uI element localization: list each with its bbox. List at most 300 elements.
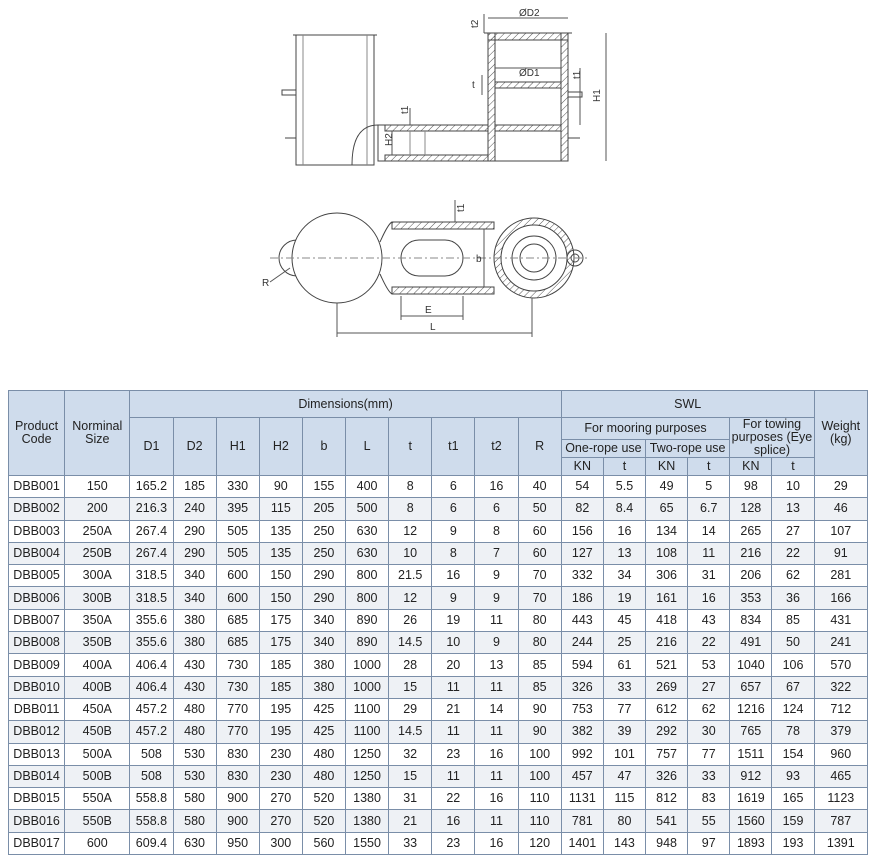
label-t1-plan: t1 (456, 203, 467, 212)
table-cell: 550B (65, 810, 130, 832)
table-cell: 60 (518, 542, 561, 564)
label-h2: H2 (384, 133, 395, 146)
table-cell: 16 (475, 476, 518, 498)
table-cell: 21 (432, 698, 475, 720)
table-cell: 67 (772, 676, 814, 698)
table-row (9, 498, 868, 520)
table-cell: 16 (475, 743, 518, 765)
table-cell: 250 (302, 520, 345, 542)
table-cell: 558.8 (130, 788, 173, 810)
table-cell: 11 (688, 542, 730, 564)
bollard-technical-drawing (0, 0, 875, 385)
table-cell: 43 (688, 609, 730, 631)
table-cell: 54 (561, 476, 603, 498)
table-cell: 430 (173, 676, 216, 698)
table-cell: 580 (173, 810, 216, 832)
table-cell: 580 (173, 788, 216, 810)
table-cell: 560 (302, 832, 345, 854)
table-cell: 9 (432, 587, 475, 609)
table-cell: 115 (603, 788, 645, 810)
table-cell: 14 (475, 698, 518, 720)
table-cell: 135 (259, 542, 302, 564)
table-cell: 505 (216, 542, 259, 564)
table-cell: 480 (302, 765, 345, 787)
table-cell: 9 (432, 520, 475, 542)
table-cell: 912 (730, 765, 772, 787)
header-product-code: Product Code (9, 391, 65, 476)
elevation-view (282, 14, 606, 165)
table-cell: 70 (518, 565, 561, 587)
table-cell: 781 (561, 810, 603, 832)
table-cell: 90 (518, 698, 561, 720)
header-dim-col: H1 (216, 418, 259, 476)
table-cell: 9 (475, 565, 518, 587)
table-cell: 25 (603, 632, 645, 654)
table-cell: DBB004 (9, 542, 65, 564)
table-cell: 406.4 (130, 676, 173, 698)
table-cell: 50 (518, 498, 561, 520)
table-cell: 800 (346, 587, 389, 609)
table-cell: 135 (259, 520, 302, 542)
table-cell: 250 (302, 542, 345, 564)
table-cell: 185 (173, 476, 216, 498)
table-cell: 7 (475, 542, 518, 564)
table-cell: 800 (346, 565, 389, 587)
bollard-spec-table (8, 390, 868, 855)
table-cell: 195 (259, 721, 302, 743)
table-cell: 332 (561, 565, 603, 587)
table-row (9, 476, 868, 498)
table-cell: 425 (302, 698, 345, 720)
table-cell: DBB003 (9, 520, 65, 542)
table-cell: 14 (688, 520, 730, 542)
table-cell: 6.7 (688, 498, 730, 520)
table-cell: 265 (730, 520, 772, 542)
table-cell: 267.4 (130, 520, 173, 542)
table-cell: 685 (216, 609, 259, 631)
table-cell: 380 (173, 632, 216, 654)
table-cell: 83 (688, 788, 730, 810)
header-dim-col: t2 (475, 418, 518, 476)
table-cell: 753 (561, 698, 603, 720)
table-cell: 22 (772, 542, 814, 564)
label-h1: H1 (592, 89, 603, 102)
table-cell: 32 (389, 743, 432, 765)
table-cell: 90 (518, 721, 561, 743)
table-cell: 36 (772, 587, 814, 609)
table-cell: 216 (730, 542, 772, 564)
table-cell: 22 (688, 632, 730, 654)
table-cell: 93 (772, 765, 814, 787)
table-cell: 340 (302, 632, 345, 654)
table-cell: 134 (646, 520, 688, 542)
table-cell: 1560 (730, 810, 772, 832)
table-cell: 10 (389, 542, 432, 564)
table-row (9, 765, 868, 787)
label-d1: ØD1 (519, 68, 540, 79)
table-cell: 1550 (346, 832, 389, 854)
table-cell: 400A (65, 654, 130, 676)
header-mooring: For mooring purposes (561, 418, 730, 440)
table-cell: 240 (173, 498, 216, 520)
table-cell: 558.8 (130, 810, 173, 832)
table-cell: 206 (730, 565, 772, 587)
header-dim-col: R (518, 418, 561, 476)
table-cell: 270 (259, 788, 302, 810)
table-row (9, 743, 868, 765)
header-unit-t: t (688, 458, 730, 476)
table-cell: 107 (814, 520, 867, 542)
table-cell: 6 (432, 476, 475, 498)
table-cell: 541 (646, 810, 688, 832)
table-cell: 100 (518, 743, 561, 765)
table-cell: 1216 (730, 698, 772, 720)
table-cell: 193 (772, 832, 814, 854)
header-swl: SWL (561, 391, 814, 418)
table-cell: 281 (814, 565, 867, 587)
table-cell: 241 (814, 632, 867, 654)
table-cell: 418 (646, 609, 688, 631)
table-cell: 11 (475, 721, 518, 743)
table-cell: 948 (646, 832, 688, 854)
table-cell: 380 (302, 676, 345, 698)
table-cell: 757 (646, 743, 688, 765)
table-cell: 1511 (730, 743, 772, 765)
table-cell: 1380 (346, 788, 389, 810)
table-cell: 175 (259, 609, 302, 631)
table-cell: 16 (603, 520, 645, 542)
table-cell: 33 (389, 832, 432, 854)
header-dim-col: t1 (432, 418, 475, 476)
table-cell: 5.5 (603, 476, 645, 498)
table-cell: 70 (518, 587, 561, 609)
table-cell: 15 (389, 676, 432, 698)
table-cell: 450A (65, 698, 130, 720)
table-cell: 330 (216, 476, 259, 498)
header-nominal-size: Norminal Size (65, 391, 130, 476)
header-dim-col: D1 (130, 418, 173, 476)
table-cell: 1000 (346, 676, 389, 698)
table-cell: 890 (346, 632, 389, 654)
table-cell: 31 (688, 565, 730, 587)
table-cell: 318.5 (130, 587, 173, 609)
table-cell: 159 (772, 810, 814, 832)
table-cell: 267.4 (130, 542, 173, 564)
table-cell: 770 (216, 698, 259, 720)
table-cell: 80 (518, 609, 561, 631)
table-cell: 340 (173, 565, 216, 587)
table-cell: 53 (688, 654, 730, 676)
table-cell: 480 (173, 721, 216, 743)
table-cell: 33 (688, 765, 730, 787)
table-cell: 33 (603, 676, 645, 698)
table-cell: 185 (259, 676, 302, 698)
table-cell: 14.5 (389, 721, 432, 743)
table-cell: DBB001 (9, 476, 65, 498)
table-cell: 62 (688, 698, 730, 720)
table-cell: 50 (772, 632, 814, 654)
table-cell: 770 (216, 721, 259, 743)
table-cell: 14.5 (389, 632, 432, 654)
table-cell: 430 (173, 654, 216, 676)
table-header (9, 391, 868, 476)
table-cell: 98 (730, 476, 772, 498)
table-cell: 1100 (346, 698, 389, 720)
label-t: t (472, 80, 475, 91)
header-dim-col: D2 (173, 418, 216, 476)
table-cell: 80 (518, 632, 561, 654)
table-cell: 29 (389, 698, 432, 720)
table-cell: 270 (259, 810, 302, 832)
table-cell: 12 (389, 520, 432, 542)
table-cell: 465 (814, 765, 867, 787)
table-cell: 19 (603, 587, 645, 609)
table-cell: 730 (216, 654, 259, 676)
table-cell: 85 (518, 676, 561, 698)
header-dimensions: Dimensions(mm) (130, 391, 561, 418)
table-cell: 21.5 (389, 565, 432, 587)
table-cell: DBB012 (9, 721, 65, 743)
table-cell: 960 (814, 743, 867, 765)
table-cell: 26 (389, 609, 432, 631)
table-cell: 154 (772, 743, 814, 765)
header-dim-col: b (302, 418, 345, 476)
table-cell: 600 (65, 832, 130, 854)
table-cell: 6 (432, 498, 475, 520)
table-cell: 165 (772, 788, 814, 810)
table-row (9, 565, 868, 587)
table-cell: 830 (216, 765, 259, 787)
table-cell: 406.4 (130, 654, 173, 676)
table-cell: 120 (518, 832, 561, 854)
table-cell: 340 (302, 609, 345, 631)
table-cell: 900 (216, 788, 259, 810)
table-cell: 8 (389, 476, 432, 498)
label-r: R (262, 278, 270, 289)
table-cell: 508 (130, 765, 173, 787)
table-cell: 200 (65, 498, 130, 520)
table-cell: 45 (603, 609, 645, 631)
table-cell: DBB002 (9, 498, 65, 520)
table-cell: 765 (730, 721, 772, 743)
table-cell: 216.3 (130, 498, 173, 520)
table-row (9, 520, 868, 542)
table-cell: 530 (173, 765, 216, 787)
table-cell: 457 (561, 765, 603, 787)
table-cell: 290 (302, 565, 345, 587)
table-cell: 457.2 (130, 721, 173, 743)
table-cell: 570 (814, 654, 867, 676)
table-cell: 82 (561, 498, 603, 520)
table-cell: 8 (432, 542, 475, 564)
table-cell: 550A (65, 788, 130, 810)
table-cell: 13 (772, 498, 814, 520)
table-cell: 500A (65, 743, 130, 765)
table-cell: DBB005 (9, 565, 65, 587)
table-cell: 269 (646, 676, 688, 698)
table-cell: 110 (518, 810, 561, 832)
table-cell: 16 (475, 832, 518, 854)
header-unit-t: t (772, 458, 814, 476)
header-dim-col: t (389, 418, 432, 476)
table-cell: 480 (302, 743, 345, 765)
table-cell: 425 (302, 721, 345, 743)
table-cell: 10 (772, 476, 814, 498)
table-cell: 62 (772, 565, 814, 587)
table-cell: DBB008 (9, 632, 65, 654)
table-cell: DBB014 (9, 765, 65, 787)
table-row (9, 676, 868, 698)
table-cell: 609.4 (130, 832, 173, 854)
table-cell: 27 (772, 520, 814, 542)
table-cell: 290 (173, 542, 216, 564)
table-cell: 594 (561, 654, 603, 676)
label-t1-left: t1 (400, 105, 411, 114)
table-cell: DBB011 (9, 698, 65, 720)
header-towing: For towing purposes (Eye splice) (731, 417, 813, 457)
table-cell: 77 (688, 743, 730, 765)
header-dim-col: L (346, 418, 389, 476)
table-cell: 128 (730, 498, 772, 520)
table-cell: 27 (688, 676, 730, 698)
table-cell: 90 (259, 476, 302, 498)
table-cell: 520 (302, 810, 345, 832)
table-cell: 600 (216, 587, 259, 609)
table-cell: 47 (603, 765, 645, 787)
table-cell: DBB017 (9, 832, 65, 854)
table-cell: 78 (772, 721, 814, 743)
table-cell: DBB015 (9, 788, 65, 810)
header-weight: Weight (kg) (814, 391, 867, 476)
table-cell: 11 (432, 676, 475, 698)
table-cell: 11 (475, 609, 518, 631)
table-cell: 161 (646, 587, 688, 609)
table-cell: 457.2 (130, 698, 173, 720)
table-cell: 600 (216, 565, 259, 587)
table-cell: 101 (603, 743, 645, 765)
header-unit-kn: KN (646, 458, 688, 476)
table-cell: 30 (688, 721, 730, 743)
table-cell: 16 (475, 788, 518, 810)
table-row (9, 632, 868, 654)
table-cell: 379 (814, 721, 867, 743)
table-row (9, 788, 868, 810)
table-cell: 992 (561, 743, 603, 765)
table-cell: 5 (688, 476, 730, 498)
table-cell: 15 (389, 765, 432, 787)
label-d2: ØD2 (519, 8, 540, 19)
table-cell: 400 (346, 476, 389, 498)
table-cell: 244 (561, 632, 603, 654)
table-cell: 85 (772, 609, 814, 631)
table-cell: 8 (389, 498, 432, 520)
table-cell: 1380 (346, 810, 389, 832)
table-cell: 1040 (730, 654, 772, 676)
table-cell: 1391 (814, 832, 867, 854)
table-cell: 65 (646, 498, 688, 520)
table-cell: 23 (432, 743, 475, 765)
table-cell: 500 (346, 498, 389, 520)
table-row (9, 832, 868, 854)
table-cell: 395 (216, 498, 259, 520)
table-cell: 165.2 (130, 476, 173, 498)
table-row (9, 810, 868, 832)
table-cell: 60 (518, 520, 561, 542)
table-cell: 355.6 (130, 632, 173, 654)
table-cell: DBB006 (9, 587, 65, 609)
table-cell: 19 (432, 609, 475, 631)
table-body (9, 476, 868, 855)
table-cell: 106 (772, 654, 814, 676)
table-cell: 16 (432, 810, 475, 832)
label-t1-right: t1 (572, 70, 583, 79)
table-cell: 1619 (730, 788, 772, 810)
table-cell: 11 (475, 676, 518, 698)
table-cell: 480 (173, 698, 216, 720)
table-cell: 22 (432, 788, 475, 810)
table-cell: 530 (173, 743, 216, 765)
table-cell: 150 (259, 587, 302, 609)
table-cell: 300 (259, 832, 302, 854)
table-cell: 100 (518, 765, 561, 787)
table-cell: 16 (688, 587, 730, 609)
table-cell: 150 (65, 476, 130, 498)
table-cell: 890 (346, 609, 389, 631)
header-unit-kn: KN (730, 458, 772, 476)
table-row (9, 587, 868, 609)
table-cell: 1893 (730, 832, 772, 854)
table-cell: 350B (65, 632, 130, 654)
table-cell: 322 (814, 676, 867, 698)
table-cell: 1250 (346, 743, 389, 765)
header-two-rope: Two-rope use (646, 439, 730, 457)
table-cell: 127 (561, 542, 603, 564)
table-cell: 91 (814, 542, 867, 564)
table-cell: 630 (346, 520, 389, 542)
table-cell: 175 (259, 632, 302, 654)
label-b: b (476, 254, 482, 265)
table-cell: 630 (173, 832, 216, 854)
table-cell: 353 (730, 587, 772, 609)
table-cell: 155 (302, 476, 345, 498)
table-cell: 10 (432, 632, 475, 654)
table-cell: 380 (302, 654, 345, 676)
table-cell: 443 (561, 609, 603, 631)
table-cell: 950 (216, 832, 259, 854)
table-cell: 21 (389, 810, 432, 832)
table-cell: 186 (561, 587, 603, 609)
table-cell: 712 (814, 698, 867, 720)
table-cell: 195 (259, 698, 302, 720)
label-t2: t2 (470, 19, 481, 28)
table-cell: 612 (646, 698, 688, 720)
table-cell: 730 (216, 676, 259, 698)
table-cell: DBB013 (9, 743, 65, 765)
table-cell: 16 (432, 565, 475, 587)
table-cell: 11 (475, 765, 518, 787)
table-cell: 292 (646, 721, 688, 743)
table-cell: 108 (646, 542, 688, 564)
table-cell: 521 (646, 654, 688, 676)
table-cell: 85 (518, 654, 561, 676)
header-unit-kn: KN (561, 458, 603, 476)
table-cell: 1000 (346, 654, 389, 676)
table-cell: 23 (432, 832, 475, 854)
table-cell: 1100 (346, 721, 389, 743)
label-l: L (430, 322, 436, 333)
table-cell: 630 (346, 542, 389, 564)
table-cell: 380 (173, 609, 216, 631)
